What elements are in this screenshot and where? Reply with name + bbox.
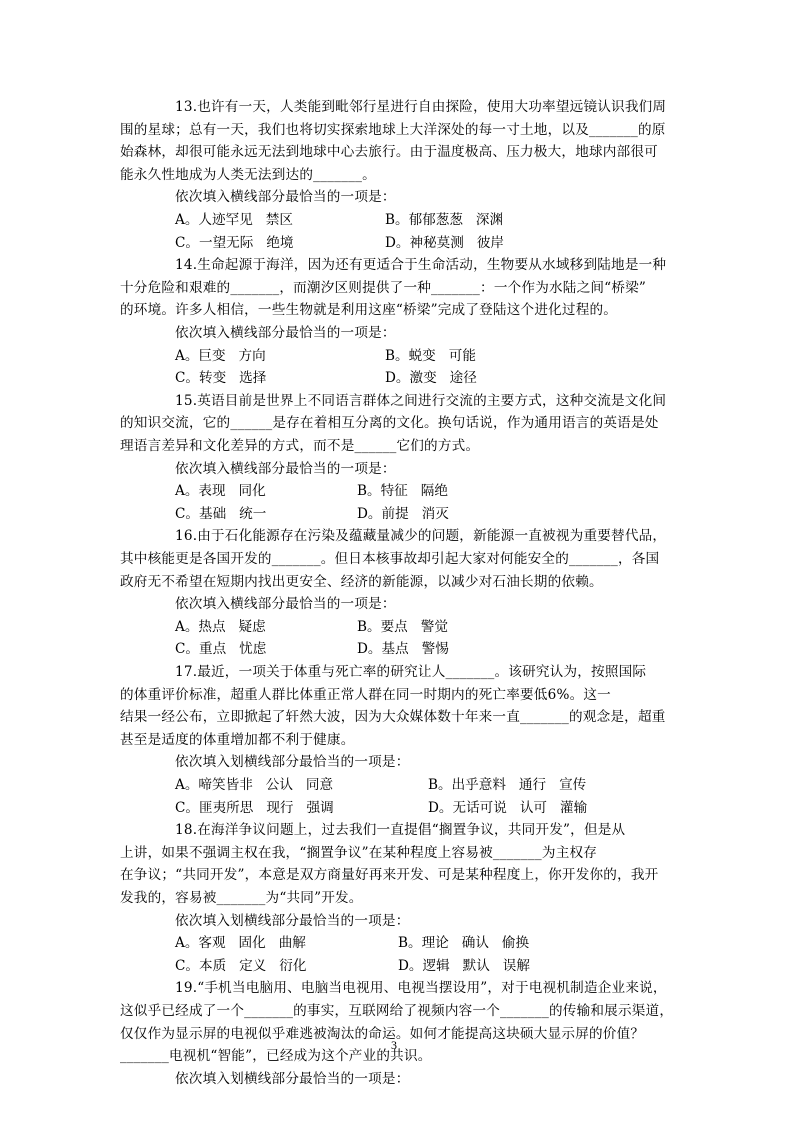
answer-option: A。人迹罕见 禁区 — [175, 212, 293, 228]
answer-option: B。特征 隔绝 — [357, 483, 448, 500]
answer-option: D。逻辑 默认 误解 — [398, 957, 530, 974]
page-number: 3 — [391, 1038, 397, 1052]
question-stem-line: 其中核能更是各国开发的_______。但日本核事故却引起大家对何能安全的_______，各国 — [120, 551, 660, 567]
answer-option: A。表现 同化 — [175, 483, 266, 500]
question-stem-line: 政府无不希望在短期内找出更安全、经济的新能源，以减少对石油长期的依赖。 — [120, 573, 603, 590]
question-stem-line: 甚至是适度的体重增加都不利于健康。 — [120, 731, 355, 748]
question-stem-line: 在争议；“共同开发”，本意是双方商量好再来开发、可是某种程度上，你开发你的，我开 — [120, 867, 659, 884]
answer-option: C。重点 忧虑 — [175, 641, 267, 658]
answer-option: D。前提 消灭 — [357, 505, 449, 522]
question-stem-line: 的知识交流，它的______是存在着相互分离的文化。换句话说，作为通用语言的英语是处 — [120, 415, 659, 432]
question-prompt: 依次填入划横线部分最恰当的一项是： — [175, 754, 410, 771]
question-stem-line: _______电视机“智能”，已经成为这个产业的共识。 — [120, 1048, 432, 1065]
answer-option: D。激变 途径 — [385, 370, 477, 387]
answer-option: B。蜕变 可能 — [385, 347, 476, 364]
answer-option: C。一望无际 绝境 — [175, 234, 294, 251]
answer-option: C。转变 选择 — [175, 370, 267, 387]
question-stem-first-line: 16.由于石化能源存在污染及蕴藏量减少的问题，新能源一直被视为重要替代品， — [175, 528, 667, 545]
answer-option: B。理论 确认 偷换 — [398, 935, 530, 952]
question-stem-line: 始森林，却很可能永远无法到地球中心去旅行。由于温度极高、压力极大，地球内部很可 — [120, 144, 658, 161]
question-stem-line: 的体重评价标准，超重人群比体重正常人群在同一时期内的死亡率要低6%。这一 — [120, 686, 611, 703]
answer-option: B。郁郁葱葱 深渊 — [385, 212, 504, 228]
question-stem-line: 结果一经公布，立即掀起了轩然大波，因为大众媒体数十年来一直_______的观念是，超重 — [120, 709, 666, 726]
question-prompt: 依次填入横线部分最恰当的一项是： — [175, 596, 396, 613]
question-stem-first-line: 13.也许有一天，人类能到毗邻行星进行自由探险，使用大功率望远镜认识我们周 — [175, 99, 667, 115]
question-stem-line: 的环境。许多人相信，一些生物就是利用这座“桥梁”完成了登陆这个进化过程的。 — [120, 302, 618, 319]
question-stem-line: 上讲，如果不强调主权在我，“搁置争议”在某种程度上容易被_______为主权存 — [120, 844, 598, 861]
answer-option: D。基点 警惕 — [357, 641, 449, 658]
answer-option: A。啼笑皆非 公认 同意 — [175, 777, 334, 793]
question-prompt: 依次填入横线部分最恰当的一项是： — [175, 325, 396, 341]
question-stem-first-line: 14.生命起源于海洋，因为还有更适合于生命活动，生物要从水域移到陆地是一种 — [175, 257, 667, 274]
question-stem-line: 能永久性地成为人类无法到达的_______。 — [120, 166, 376, 183]
answer-option: A。热点 疑虑 — [175, 618, 266, 635]
answer-option: A。巨变 方向 — [175, 347, 266, 364]
question-prompt: 依次填入横线部分最恰当的一项是： — [175, 460, 396, 477]
answer-option: C。基础 统一 — [175, 505, 267, 522]
question-stem-line: 十分危险和艰难的_______，而潮汐区则提供了一种_______：一个作为水陆之间“桥梁” — [120, 279, 647, 296]
question-stem-first-line: 15.英语目前是世界上不同语言群体之间进行交流的主要方式，这种交流是文化间 — [175, 392, 667, 409]
question-stem-line: 仅仅作为显示屏的电视似乎难逃被淘汰的命运。如何才能提高这块硕大显示屏的价值？ — [120, 1025, 645, 1042]
question-stem-line: 这似乎已经成了一个_______的事实，互联网给了视频内容一个_______的传输和展示渠道， — [120, 1003, 674, 1019]
question-prompt: 依次填入划横线部分最恰当的一项是： — [175, 1070, 410, 1087]
question-prompt: 依次填入划横线部分最恰当的一项是： — [175, 912, 410, 929]
answer-option: A。客观 固化 曲解 — [175, 935, 306, 952]
answer-option: B。出乎意料 通行 宣传 — [428, 777, 587, 793]
question-stem-line: 发我的，容易被_______为“共同”开发。 — [120, 890, 363, 906]
answer-option: D。神秘莫测 彼岸 — [385, 234, 505, 251]
answer-option: B。要点 警觉 — [357, 618, 448, 635]
answer-option: D。无话可说 认可 灌输 — [428, 799, 588, 816]
question-stem-first-line: 18.在海洋争议问题上，过去我们一直提倡“搁置争议，共同开发”，但是从 — [175, 822, 626, 839]
question-stem-line: 理语言差异和文化差异的方式，而不是______它们的方式。 — [120, 438, 480, 454]
question-stem-first-line: 17.最近，一项关于体重与死亡率的研究让人_______。该研究认为，按照国际 — [175, 664, 647, 680]
question-stem-first-line: 19.“手机当电脑用、电脑当电视用、电视当摆设用”，对于电视机制造企业来说， — [175, 980, 667, 997]
answer-option: C。匪夷所思 现行 强调 — [175, 799, 334, 816]
answer-option: C。本质 定义 衍化 — [175, 957, 307, 974]
question-stem-line: 围的星球；总有一天，我们也将切实探索地球上大洋深处的每一寸土地，以及_______的原 — [120, 121, 666, 138]
question-prompt: 依次填入横线部分最恰当的一项是： — [175, 189, 396, 206]
